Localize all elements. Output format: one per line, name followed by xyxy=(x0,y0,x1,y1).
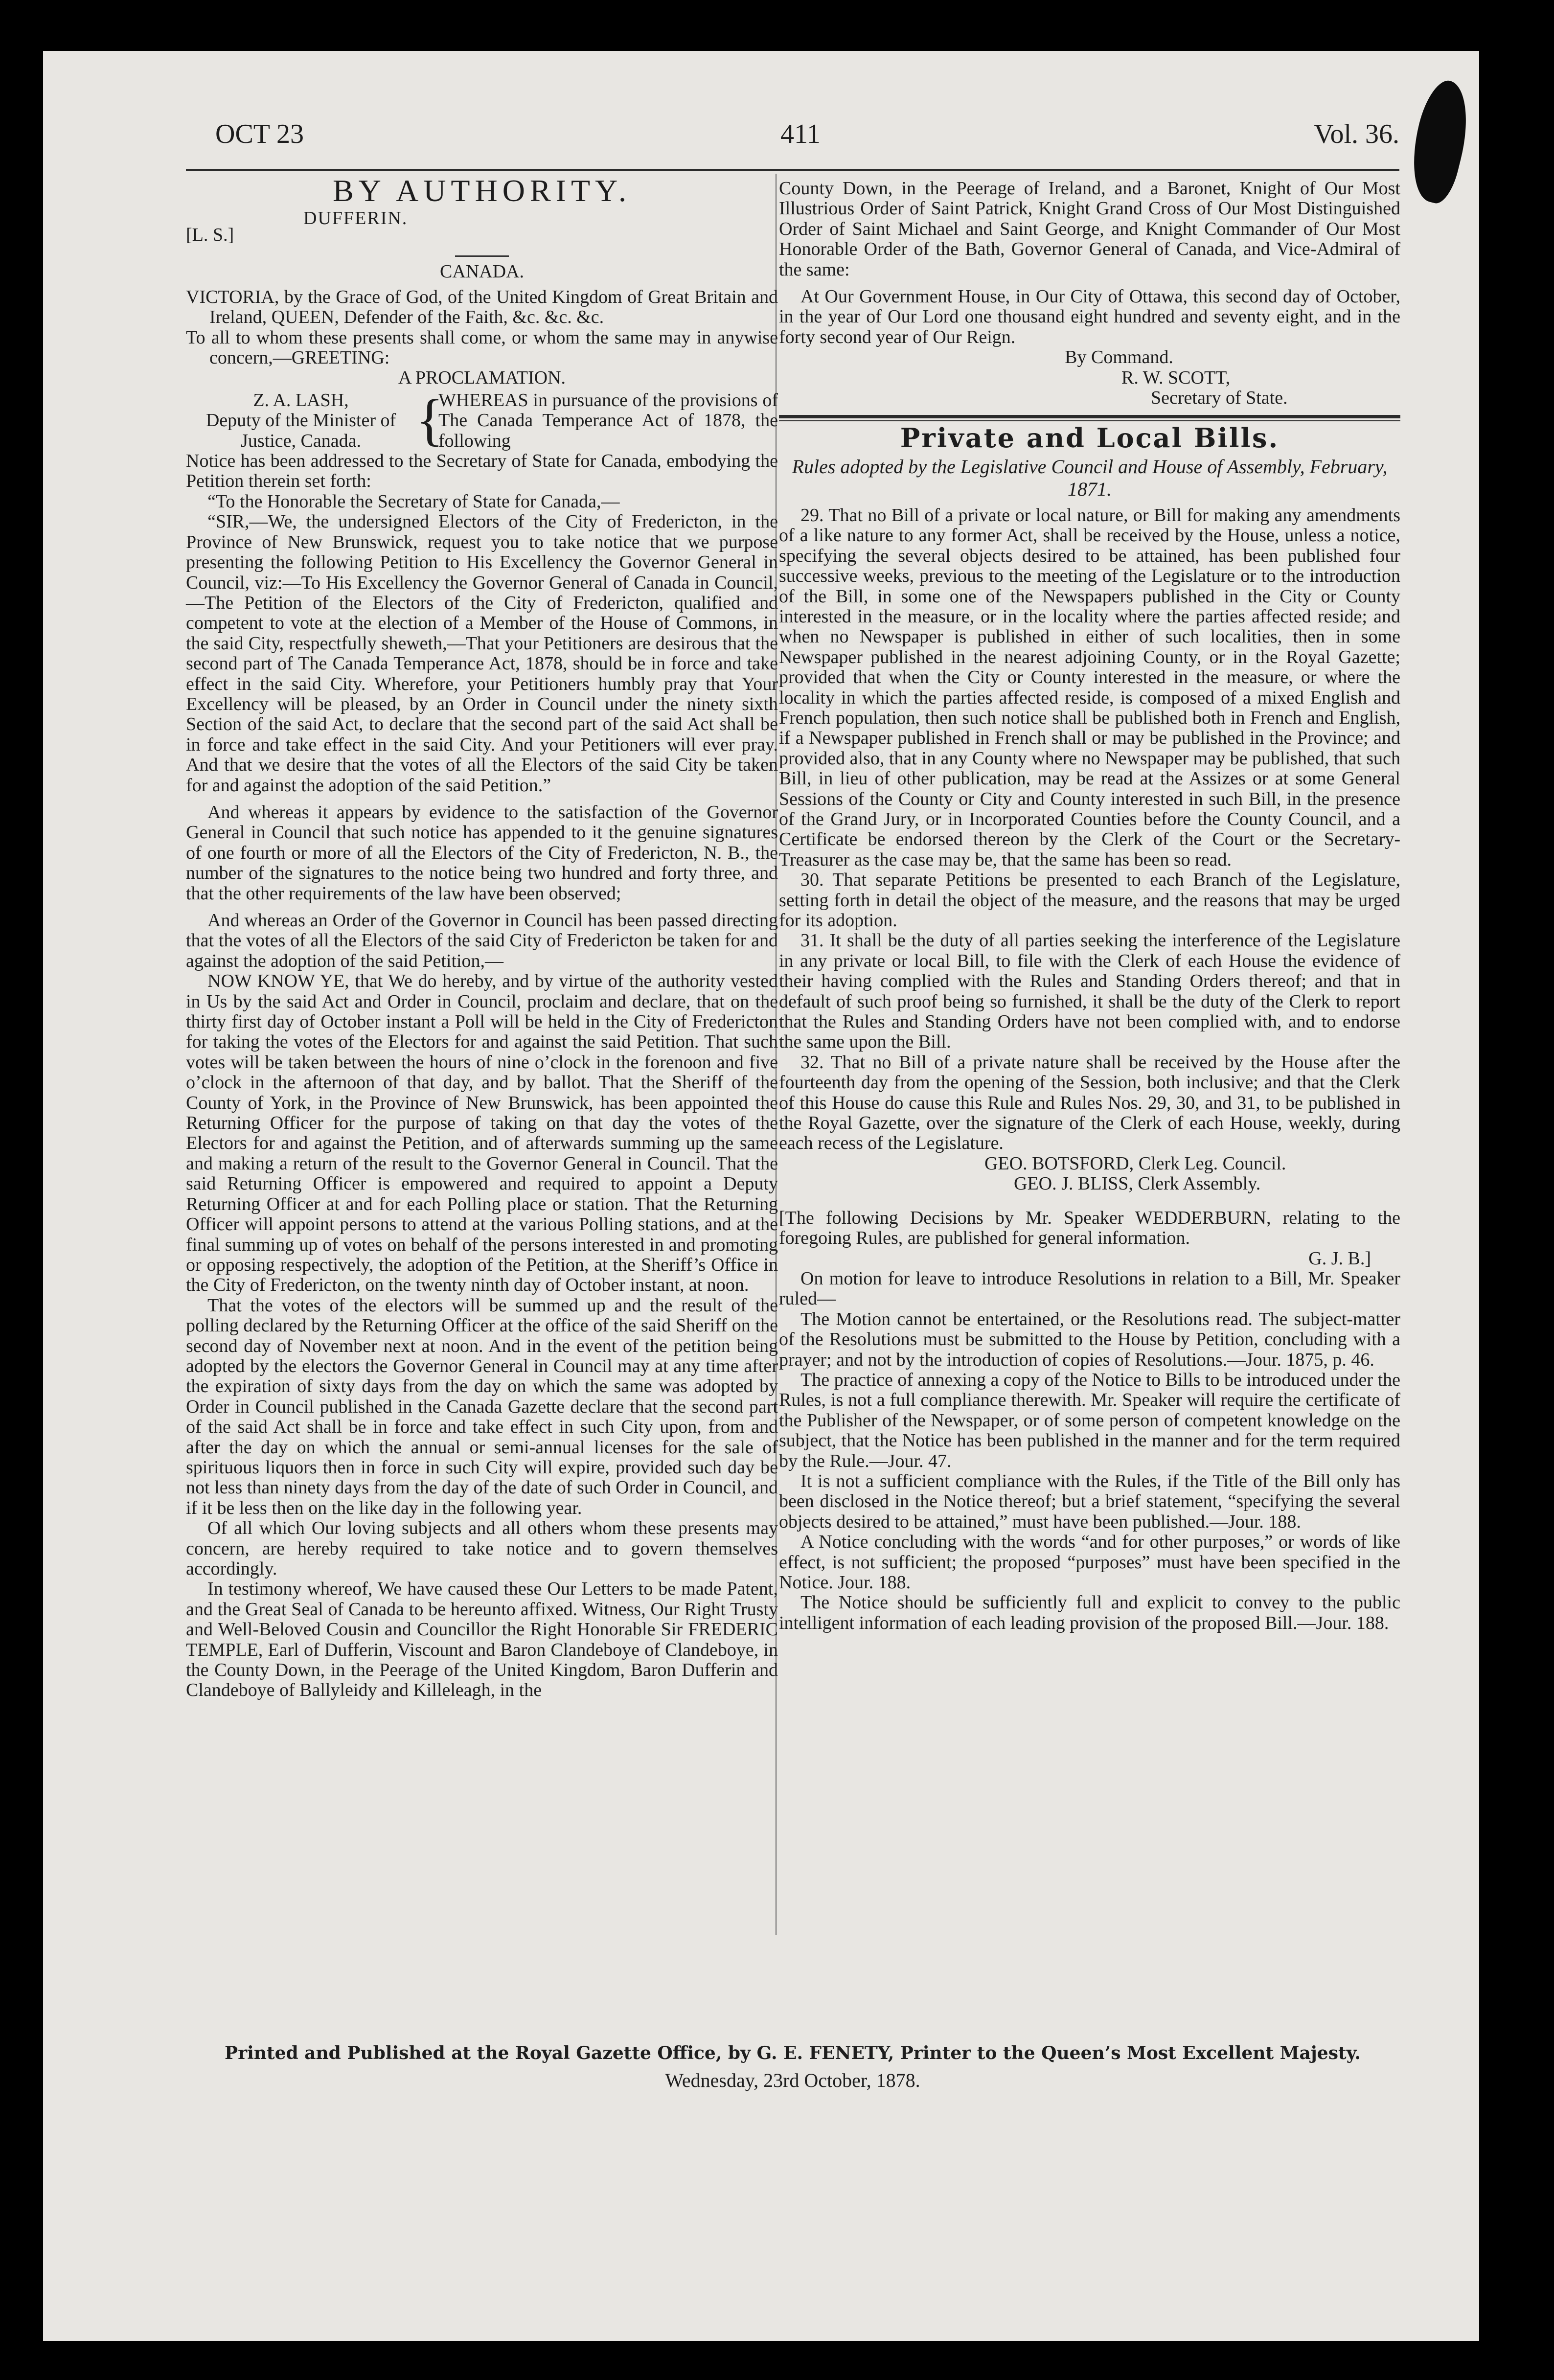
seal-row xyxy=(186,206,778,252)
right-column xyxy=(779,179,1400,1633)
decisions-intro: [The following Decisions by Mr. Speaker WEDDERBURN, relating to the foregoing Rules, are published for general information. xyxy=(779,1207,1400,1249)
canada-heading: CANADA. xyxy=(439,261,525,282)
header-rule xyxy=(186,169,1399,171)
seal-label: [L. S.] xyxy=(186,225,234,246)
bliss-signature: GEO. J. BLISS, Clerk Assembly. xyxy=(1014,1173,1261,1194)
by-authority-heading: BY AUTHORITY. xyxy=(332,173,632,208)
whereas-second: And whereas it appears by evidence to the satisfaction of the Governor General in Council that such notice has appended to it the genuine signatures of one fourth or more of all the Electors of the City of Fredericton, N. B., the number of the signatures to the notice being two hundred and forty three, and that the other requirements of the law have been observed; xyxy=(186,801,778,904)
victoria-paragraph: VICTORIA, by the Grace of God, of the United Kingdom of Great Britain and Ireland, QUEEN, Defender of the Faith, &c. &c. &c. xyxy=(186,286,778,328)
to-honorable: “To the Honorable the Secretary of State for Canada,— xyxy=(207,491,620,512)
scott-signature: R. W. SCOTT, xyxy=(1121,367,1231,388)
botsford-signature: GEO. BOTSFORD, Clerk Leg. Council. xyxy=(984,1153,1286,1174)
header-page-number: 411 xyxy=(780,119,821,149)
rules-subheading: Rules adopted by the Legislative Council and House of Assembly, February, 1871. xyxy=(792,455,1388,500)
deputy-title: Deputy of the Minister of Justice, Canada. xyxy=(206,410,396,451)
page-header xyxy=(215,118,1399,162)
greeting-paragraph: To all to whom these presents shall come, or whom the same may in anywise concern,—GREETING: xyxy=(186,327,778,368)
votes-summed-paragraph: That the votes of the electors will be summed up and the result of the polling declared by the Returning Officer at the office of the said Sheriff on the second day of November next at noon. And in the event of the petition being adopted by the electors the Governor General in Council may at any time after the expiration of sixty days from the day on which the same was adopted by Order in Council published in the Canada Gazette declare that the second part of the said Act shall be in force and take effect in such City upon, from and after the day on which the annual or semi-annual licenses for the sale of spirituous liquors then in force in such City will expire, provided such day be not less than ninety days from the day of the date of such Order in Council, and if it be less then on the like day in the following year. xyxy=(186,1295,778,1518)
secretary-title: Secretary of State. xyxy=(1151,388,1288,409)
motion-paragraph: On motion for leave to introduce Resolutions in relation to a Bill, Mr. Speaker ruled— xyxy=(779,1268,1400,1309)
private-bills-heading: Private and Local Bills. xyxy=(900,422,1280,454)
section-rule-thin xyxy=(779,420,1400,421)
not-sufficient-paragraph: It is not a sufficient compliance with the Rules, if the Title of the Bill only has been disclosed in the Notice thereof; but a brief statement, “specifying the several objects desired to be attained,” must have been published.—Jour. 188. xyxy=(779,1470,1400,1532)
motion-ruling: The Motion cannot be entertained, or the Resolutions read. The subject-matter of the Resolutions must be submitted to the House by Petition, concluding with a prayer; and not by the introduction of copies of Resolutions.—Jour. 1875, p. 46. xyxy=(779,1308,1400,1370)
continuation-paragraph: County Down, in the Peerage of Ireland, and a Baronet, Knight of Our Most Illustrious Order of Saint Patrick, Knight Grand Cross of Our Most Distinguished Order of Saint Michael and Saint George, and Knight Commander of Our Most Honorable Order of the Bath, Governor General of Canada, and Vice-Admiral of the same: xyxy=(779,178,1400,280)
footer-date: Wednesday, 23rd October, 1878. xyxy=(665,2069,920,2091)
section-rule-thick xyxy=(779,415,1400,418)
rule-32: 32. That no Bill of a private nature shall be received by the House after the fourteenth day from the opening of the Session, both inclusive; and that the Clerk of this House do cause this Rule and Rules Nos. 29, 30, and 31, to be published in the Royal Gazette, over the signature of the Clerk of each House, weekly, during each recess of the Legislature. xyxy=(779,1052,1400,1154)
lash-brace-block xyxy=(186,387,778,452)
of-all-paragraph: Of all which Our loving subjects and all others whom these presents may concern, are hereby required to take notice and to govern themselves accordingly. xyxy=(186,1518,778,1579)
petition-paragraph: “SIR,—We, the undersigned Electors of the City of Fredericton, in the Province of New Brunswick, request you to take notice that we purpose presenting the following Petition to His Excellency the Governor General in Council, viz:—To His Excellency the Governor General of Canada in Council,—The Petition of the Electors of the City of Fredericton, qualified and competent to vote at the election of a Member of the House of Commons, in the said City, respectfully sheweth,—That your Petitioners are desirous that the second part of The Canada Temperance Act, 1878, should be in force and take effect in the said City. Wherefore, your Petitioners humbly pray that Your Excellency will be pleased, by an Order in Council under the ninety sixth Section of the said Act, to declare that the second part of the said Act shall be in force and take effect in the said City. And your Petitioners will ever pray. And that we desire that the votes of all the Electors of the said City be taken for and against the adoption of the said Petition.” xyxy=(186,511,778,796)
whereas-first: WHEREAS in pursuance of the provisions of The Canada Temperance Act of 1878, the following xyxy=(438,389,778,451)
header-date: OCT 23 xyxy=(215,119,304,149)
testimony-paragraph: In testimony whereof, We have caused these Our Letters to be made Patent, and the Great Seal of Canada to be hereunto affixed. Witness, Our Right Trusty and Well-Beloved Cousin and Councillor the Right Honorable Sir FREDERIC TEMPLE, Earl of Dufferin, Viscount and Baron Clandeboye of Clandeboye, in the County Down, in the Peerage of the United Kingdom, Baron Dufferin and Clandeboye of Ballyleidy and Killeleagh, in the xyxy=(186,1579,778,1701)
rule-29: 29. That no Bill of a private or local nature, or Bill for making any amendments of a like nature to any former Act, shall be received by the House, unless a notice, specifying the several objects desired to be attained, has been published four successive weeks, previous to the meeting of the Legislature or to the introduction of the Bill, in some one of the Newspapers published in the City or County interested in the measure, or in the locality where the parties affected reside; and when no Newspaper is published in either of such localities, then in some Newspaper published in the nearest adjoining County, or in the Royal Gazette; provided that when the City or County interested in the measure, or where the locality in which the parties affected reside, is composed of a mixed English and French population, then such notice shall be published both in French and English, if a Newspaper published in French shall or may be published in the Province; and provided also, that in any County where no Newspaper may be published, that such Bill, in lieu of other publication, may be read at the Assizes or at some General Sessions of the County or City and County interested in such Bill, in the presence of the Grand Jury, or in Incorporated Counties before the County Council, and a Certificate be endorsed thereon by the Clerk of the Court or the Secretary-Treasurer as the case may be, that the same has been so read. xyxy=(779,504,1400,870)
a-notice-paragraph: A Notice concluding with the words “and for other purposes,” or words of like effect, is not sufficient; the proposed “purposes” must have been specified in the Notice. Jour. 188. xyxy=(779,1532,1400,1593)
left-column xyxy=(186,173,778,1701)
rule-30: 30. That separate Petitions be presented to each Branch of the Legislature, setting forth in detail the object of the measure, and the reasons that may be urged for its adoption. xyxy=(779,870,1400,931)
brace-glyph: { xyxy=(416,387,444,452)
page-footer xyxy=(186,2039,1399,2094)
lash-name: Z. A. LASH, xyxy=(253,389,349,411)
by-command: By Command. xyxy=(1065,347,1173,368)
government-house-paragraph: At Our Government House, in Our City of Ottawa, this second day of October, in the year of Our Lord one thousand eight hundred and seventy eight, and in the forty second year of Our Reign. xyxy=(779,286,1400,347)
short-rule xyxy=(455,255,509,257)
whereas-third: And whereas an Order of the Governor in Council has been passed directing that the votes of all the Electors of the said City of Fredericton be taken for and against the adoption of the said Petition,— xyxy=(186,910,778,971)
rule-31: 31. It shall be the duty of all parties seeking the interference of the Legislature in any private or local Bill, to file with the Clerk of each House the evidence of their having complied with the Rules and Standing Orders thereof; and that in default of such proof being so furnished, it shall be the duty of the Clerk to report that the Rules and Standing Orders have not been complied with, and to endorse the same upon the Bill. xyxy=(779,930,1400,1053)
dufferin-signature: DUFFERIN. xyxy=(303,208,408,229)
the-notice-paragraph: The Notice should be sufficiently full and explicit to convey to the public intelligent information of each leading provision of the proposed Bill.—Jour. 188. xyxy=(779,1592,1400,1633)
practice-paragraph: The practice of annexing a copy of the Notice to Bills to be introduced under the Rules, is not a full compliance therewith. Mr. Speaker will require the certificate of the Publisher of the Newspaper, or of some person of competent knowledge on the subject, that the Notice has been published in the manner and for the term required by the Rule.—Jour. 47. xyxy=(779,1369,1400,1471)
proclamation-heading: A PROCLAMATION. xyxy=(398,367,566,389)
printer-imprint: Printed and Published at the Royal Gazette Office, by G. E. FENETY, Printer to the Queen’s Most Excellent Majesty. xyxy=(225,2043,1361,2063)
notice-paragraph: Notice has been addressed to the Secretary of State for Canada, embodying the Petition therein set forth: xyxy=(186,451,778,492)
header-volume: Vol. 36. xyxy=(1314,119,1399,149)
gjb-initials: G. J. B.] xyxy=(1308,1248,1371,1269)
now-know-ye-paragraph: NOW KNOW YE, that We do hereby, and by virtue of the authority vested in Us by the said Act and Order in Council, proclaim and declare, that on the thirty first day of October instant a Poll will be held in the City of Fredericton for taking the votes of the Electors for and against the said Petition. That such votes will be taken between the hours of nine o’clock in the forenoon and five o’clock in the afternoon of that day, and by ballot. That the Sheriff of the County of York, in the Province of New Brunswick, has been appointed the Returning Officer for the purpose of taking on that day the votes of the Electors for and against the Petition, and of afterwards summing up the same and making a return of the result to the Governor General in Council. That the said Returning Officer is empowered and required to appoint a Deputy Returning Officer at and for each Polling place or station. That the Returning Officer will appoint persons to attend at the various Polling stations, and at the final summing up of votes on behalf of the persons interested in and promoting or opposing respectively, the adoption of the Petition, at the Sheriff’s Office in the City of Fredericton, on the twenty ninth day of October instant, at noon. xyxy=(186,971,778,1296)
ink-mark xyxy=(1401,76,1479,207)
